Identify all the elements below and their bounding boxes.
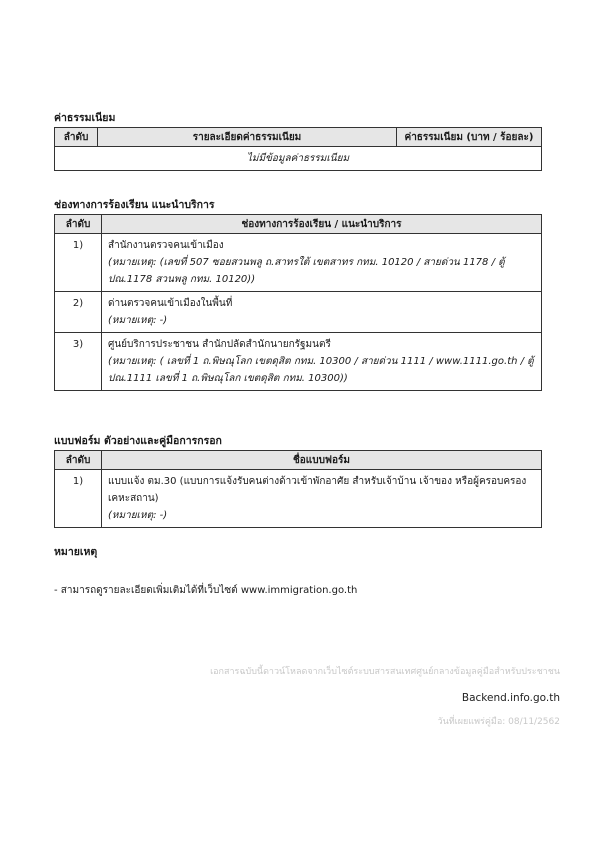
fees-empty-cell: ไม่มีข้อมูลค่าธรรมเนียม xyxy=(55,147,542,171)
row-number: 3) xyxy=(55,333,102,391)
table-row xyxy=(55,234,542,292)
table-row xyxy=(55,333,542,391)
fees-heading: ค่าธรรมเนียม xyxy=(54,112,116,124)
col-header-no: ลำดับ xyxy=(55,215,102,234)
fees-table xyxy=(54,127,542,171)
channel-note: (หมายเหตุ: -) xyxy=(108,315,168,326)
col-header-no: ลำดับ xyxy=(55,128,98,147)
remarks-text: - สามารถดูรายละเอียดเพิ่มเติมได้ที่เว็บไซต์ www.immigration.go.th xyxy=(54,585,358,596)
col-header-form-name: ชื่อแบบฟอร์ม xyxy=(102,451,542,470)
table-header-row xyxy=(55,215,542,234)
channel-cell xyxy=(102,292,542,333)
form-cell xyxy=(102,470,542,528)
table-row xyxy=(55,470,542,528)
channels-table xyxy=(54,214,542,391)
channel-cell xyxy=(102,333,542,391)
table-row xyxy=(55,292,542,333)
col-header-no: ลำดับ xyxy=(55,451,102,470)
forms-heading: แบบฟอร์ม ตัวอย่างและคู่มือการกรอก xyxy=(54,435,222,447)
col-header-channel: ช่องทางการร้องเรียน / แนะนำบริการ xyxy=(102,215,542,234)
forms-table xyxy=(54,450,542,528)
form-note: (หมายเหตุ: -) xyxy=(108,510,168,521)
channels-heading: ช่องทางการร้องเรียน แนะนำบริการ xyxy=(54,199,215,211)
channel-note: (หมายเหตุ: ( เลขที่ 1 ถ.พิษณุโลก เขตดุสิต กทม. 10300 / สายด่วน 1111 / www.1111.go.th / ตู้ ปณ.1111 เลขที่ 1 ถ.พิษณุโลก เขตดุสิต กทม. 10300)) xyxy=(108,356,534,384)
col-header-fee-amount: ค่าธรรมเนียม (บาท / ร้อยละ) xyxy=(397,128,542,147)
footer-site: Backend.info.go.th xyxy=(461,692,560,704)
row-number: 1) xyxy=(55,234,102,292)
col-header-fee-detail: รายละเอียดค่าธรรมเนียม xyxy=(98,128,397,147)
remarks-heading: หมายเหตุ xyxy=(54,546,98,558)
footer-published-date: วันที่เผยแพร่คู่มือ: 08/11/2562 xyxy=(437,717,560,727)
table-header-row xyxy=(55,451,542,470)
table-row xyxy=(55,147,542,171)
channel-note: (หมายเหตุ: (เลขที่ 507 ซอยสวนพลู ถ.สาทรใต้ เขตสาทร กทม. 10120 / สายด่วน 1178 / ตู้ ปณ.1178 สวนพลู กทม. 10120)) xyxy=(108,257,505,285)
channel-cell xyxy=(102,234,542,292)
row-number: 2) xyxy=(55,292,102,333)
channel-name: สำนักงานตรวจคนเข้าเมือง xyxy=(108,240,224,251)
channel-name: ด่านตรวจคนเข้าเมืองในพื้นที่ xyxy=(108,298,233,309)
form-name: แบบแจ้ง ตม.30 (แบบการแจ้งรับคนต่างด้าวเข้าพักอาศัย สำหรับเจ้าบ้าน เจ้าของ หรือผู้ครอบครองเคหะสถาน) xyxy=(108,476,527,504)
table-header-row xyxy=(55,128,542,147)
row-number: 1) xyxy=(55,470,102,528)
channel-name: ศูนย์บริการประชาชน สำนักปลัดสำนักนายกรัฐมนตรี xyxy=(108,339,331,350)
footer-disclaimer: เอกสารฉบับนี้ดาวน์โหลดจากเว็บไซต์ระบบสารสนเทศศูนย์กลางข้อมูลคู่มือสำหรับประชาชน xyxy=(210,667,560,677)
